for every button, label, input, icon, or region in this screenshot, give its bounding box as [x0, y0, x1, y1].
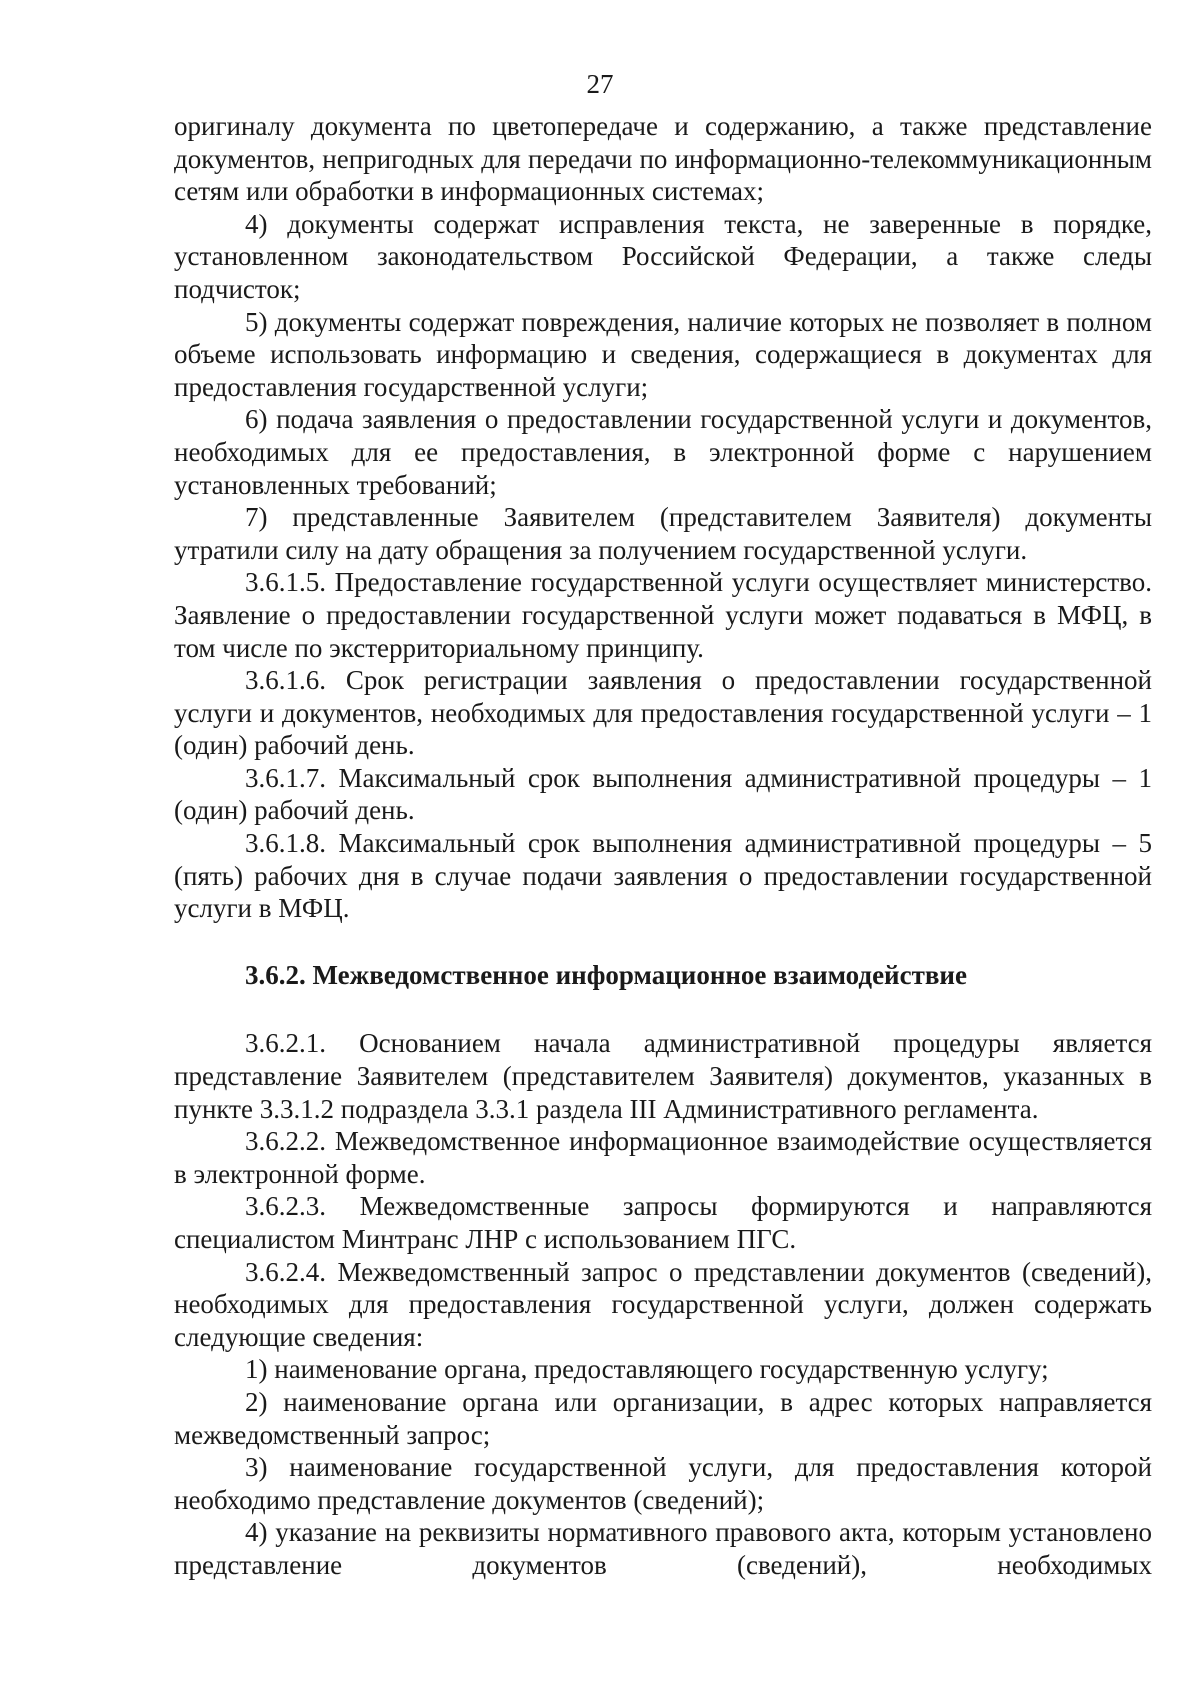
paragraph: 3.6.1.5. Предоставление государственной услуги осуществляет министерство. Заявление о предоставлении государственной услуги может подаваться в МФЦ, в том числе по экстерриториальному принципу.: [174, 567, 1152, 663]
page-number: 27: [586, 69, 614, 99]
list-item: 3) наименование государственной услуги, для предоставления которой необходимо представление документов (сведений);: [174, 1452, 1152, 1515]
section-heading: 3.6.2. Межведомственное информационное взаимодействие: [245, 959, 967, 990]
list-item: 1) наименование органа, предоставляющего государственную услугу;: [245, 1354, 1049, 1385]
paragraph: 3.6.2.4. Межведомственный запрос о представлении документов (сведений), необходимых для предоставления государственной услуги, должен содержать следующие сведения:: [174, 1256, 1152, 1352]
list-item: 4) указание на реквизиты нормативного правового акта, которым установлено представление документов (сведений), необходимых: [174, 1517, 1152, 1580]
paragraph: 3.6.2.1. Основанием начала административной процедуры является представление Заявителем (представителем Заявителя) документов, указанных в пункте 3.3.1.2 подраздела 3.3.1 раздела III Административного регламента.: [174, 1028, 1152, 1124]
paragraph: 3.6.1.6. Срок регистрации заявления о предоставлении государственной услуги и документов, необходимых для предоставления государственной услуги – 1 (один) рабочий день.: [174, 665, 1152, 761]
paragraph: 3.6.2.2. Межведомственное информационное взаимодействие осуществляется в электронной форме.: [174, 1126, 1152, 1189]
paragraph: 3.6.2.3. Межведомственные запросы формируются и направляются специалистом Минтранс ЛНР с использованием ПГС.: [174, 1191, 1152, 1254]
paragraph: 7) представленные Заявителем (представителем Заявителя) документы утратили силу на дату обращения за получением государственной услуги.: [174, 502, 1152, 565]
paragraph: 3.6.1.7. Максимальный срок выполнения административной процедуры – 1 (один) рабочий день.: [174, 762, 1152, 826]
paragraph: оригиналу документа по цветопередаче и содержанию, а также представление документов, непригодных для передачи по информационно-телекоммуникационным сетям или обработки в информационных системах;: [174, 111, 1152, 207]
paragraph: 4) документы содержат исправления текста, не заверенные в порядке, установленном законодательством Российской Федерации, а также следы подчисток;: [174, 208, 1152, 304]
paragraph: 5) документы содержат повреждения, наличие которых не позволяет в полном объеме использовать информацию и сведения, содержащиеся в документах для предоставления государственной услуги;: [174, 306, 1152, 402]
paragraph: 6) подача заявления о предоставлении государственной услуги и документов, необходимых для ее предоставления, в электронной форме с нарушением установленных требований;: [174, 404, 1152, 500]
paragraph: 3.6.1.8. Максимальный срок выполнения административной процедуры – 5 (пять) рабочих дня в случае подачи заявления о предоставлении государственной услуги в МФЦ.: [174, 828, 1152, 924]
list-item: 2) наименование органа или организации, в адрес которых направляется межведомственный запрос;: [174, 1386, 1152, 1450]
document-body: [174, 110, 1152, 1582]
